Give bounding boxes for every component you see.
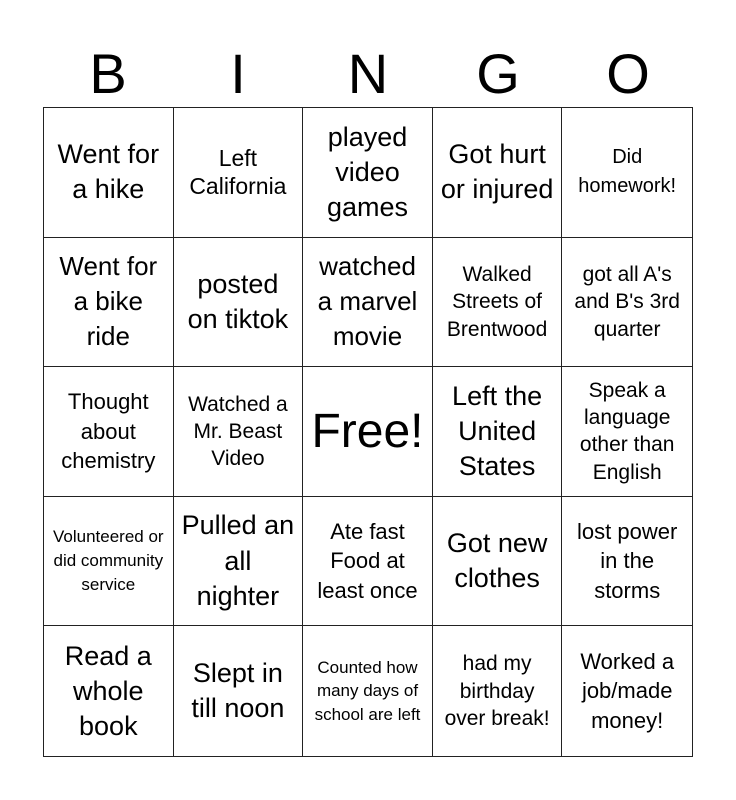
bingo-cell-r4-c2[interactable] <box>174 497 304 627</box>
header-letter-n: N <box>347 42 389 105</box>
cell-text: got all A's and B's 3rd quarter <box>574 262 680 341</box>
bingo-board <box>43 107 693 757</box>
cell-text: Thought about chemistry <box>61 388 156 474</box>
cell-text: had my birthday over break! <box>444 652 550 730</box>
bingo-cell-r1-c2[interactable] <box>174 108 304 238</box>
bingo-cell-r2-c3[interactable] <box>303 238 433 368</box>
cell-text: Worked a job/made money! <box>580 648 675 734</box>
cell-text: lost power in the storms <box>577 518 678 603</box>
bingo-cell-r4-c5[interactable] <box>562 497 692 627</box>
cell-text: Walked Streets of Brentwood <box>446 262 548 341</box>
cell-text: Pulled an all nighter <box>181 510 295 611</box>
cell-text: Volunteered or did community service <box>53 527 164 594</box>
bingo-cell-r2-c5[interactable] <box>562 238 692 368</box>
cell-text: Left the United States <box>452 380 543 482</box>
cell-text: Counted how many days of school are left <box>314 657 421 725</box>
header-letter-g: G <box>476 42 520 105</box>
cell-text: Left California <box>189 144 287 200</box>
cell-text: Read a whole book <box>64 640 152 741</box>
bingo-cell-r5-c4[interactable] <box>433 626 563 756</box>
header-letter-b: B <box>89 42 127 105</box>
cell-text: Got hurt or injured <box>440 139 554 205</box>
cell-text: Speak a language other than English <box>579 378 675 484</box>
bingo-cell-r2-c2[interactable] <box>174 238 304 368</box>
cell-text: Slept in till noon <box>191 658 285 724</box>
bingo-cell-r5-c3[interactable] <box>303 626 433 756</box>
bingo-cell-r5-c2[interactable] <box>174 626 304 756</box>
free-space-text: Free! <box>311 404 424 458</box>
cell-text: posted on tiktok <box>187 268 289 334</box>
bingo-cell-r3-c2[interactable] <box>174 367 304 497</box>
bingo-cell-r1-c1[interactable] <box>44 108 174 238</box>
bingo-cell-r5-c5[interactable] <box>562 626 692 756</box>
header-letter-o: O <box>606 42 650 105</box>
bingo-cell-r1-c4[interactable] <box>433 108 563 238</box>
cell-text: Went for a bike ride <box>59 251 158 352</box>
cell-text: Got new clothes <box>446 528 548 594</box>
cell-text: played video games <box>326 121 409 222</box>
bingo-cell-r4-c1[interactable] <box>44 497 174 627</box>
bingo-cell-r5-c1[interactable] <box>44 626 174 756</box>
bingo-cell-r1-c3[interactable] <box>303 108 433 238</box>
cell-text: Went for a hike <box>57 139 160 205</box>
bingo-cell-r3-c4[interactable] <box>433 367 563 497</box>
bingo-cell-r2-c4[interactable] <box>433 238 563 368</box>
bingo-cell-r2-c1[interactable] <box>44 238 174 368</box>
cell-text: watched a marvel movie <box>317 251 418 352</box>
cell-text: Did homework! <box>578 146 677 198</box>
bingo-cell-r3-c1[interactable] <box>44 367 174 497</box>
bingo-cell-r4-c3[interactable] <box>303 497 433 627</box>
header-letter-i: I <box>230 42 246 105</box>
cell-text: Ate fast Food at least once <box>317 518 418 603</box>
bingo-cell-r3-c5[interactable] <box>562 367 692 497</box>
bingo-cell-r4-c4[interactable] <box>433 497 563 627</box>
bingo-header <box>43 40 693 108</box>
bingo-cell-r1-c5[interactable] <box>562 108 692 238</box>
bingo-cell-r3-c3-free[interactable] <box>303 367 433 497</box>
cell-text: Watched a Mr. Beast Video <box>188 392 288 471</box>
